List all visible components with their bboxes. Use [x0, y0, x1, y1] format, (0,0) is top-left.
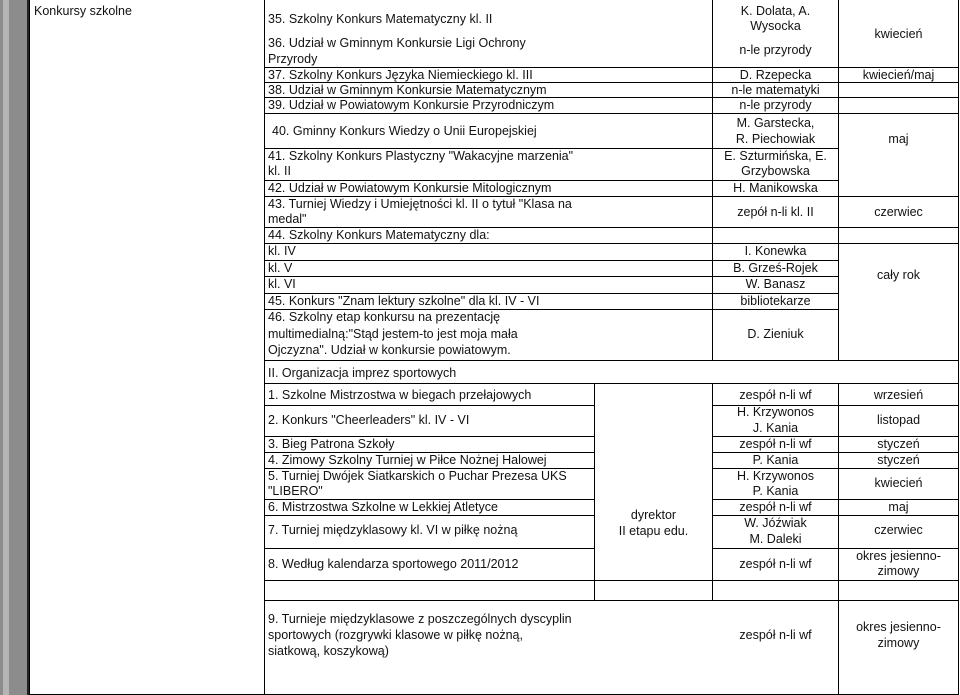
- sport-month-1: wrzesień: [873, 388, 924, 402]
- sport-resp-4: P. Kania: [752, 453, 799, 467]
- sport-resp-7b: M. Daleki: [749, 532, 802, 546]
- event-43a: 43. Turniej Wiedzy i Umiejętności kl. II o tytuł "Klasa na: [268, 197, 572, 211]
- event-36a: 36. Udział w Gminnym Konkursie Ligi Ochrony: [268, 36, 526, 50]
- event-46a: 46. Szkolny etap konkursu na prezentację: [268, 310, 501, 324]
- month-44-46: cały rok: [876, 268, 921, 282]
- sport-5a: 5. Turniej Dwójek Siatkarskich o Puchar Prezesa UKS: [268, 469, 567, 483]
- sport-resp-2b: J. Kania: [752, 421, 799, 435]
- sport-month-8a: okres jesienno-: [856, 549, 941, 563]
- sport-5b: "LIBERO": [268, 484, 323, 498]
- category-label: Konkursy szkolne: [34, 4, 132, 18]
- event-40: 40. Gminny Konkurs Wiedzy o Unii Europejskiej: [272, 124, 537, 138]
- sport-resp-8: zespół n-li wf: [739, 557, 812, 571]
- sport-resp-9: zespół n-li wf: [739, 628, 812, 642]
- resp-43: zepół n-li kl. II: [737, 205, 814, 219]
- resp-40a: M. Garstecka,: [736, 116, 815, 130]
- sport-resp-2a: H. Krzywonos: [736, 405, 815, 419]
- event-36b: Przyrody: [268, 52, 318, 66]
- sport-month-2: listopad: [876, 413, 921, 427]
- event-38: 38. Udział w Gminnym Konkursie Matematycznym: [268, 83, 547, 97]
- event-44-kl5: kl. V: [268, 261, 293, 275]
- month-37: kwiecień/maj: [862, 68, 935, 82]
- resp-39: n-le przyrody: [739, 98, 812, 112]
- event-43b: medal": [268, 212, 307, 226]
- event-44: 44. Szkolny Konkurs Matematyczny dla:: [268, 228, 490, 242]
- resp-36: n-le przyrody: [739, 43, 812, 57]
- sport-resp-3: zespół n-li wf: [739, 437, 812, 451]
- sport-resp-5b: P. Kania: [752, 484, 799, 498]
- sport-8: 8. Według kalendarza sportowego 2011/2012: [268, 557, 519, 571]
- resp-37: D. Rzepecka: [739, 68, 812, 82]
- resp-35a: K. Dolata, A.: [740, 4, 811, 18]
- sport-month-9a: okres jesienno-: [856, 620, 941, 634]
- event-46c: Ojczyzna". Udział w konkursie powiatowym.: [268, 343, 511, 357]
- resp-44-kl5: B. Grześ-Rojek: [733, 261, 818, 275]
- sport-9b: sportowych (rozgrywki klasowe w piłkę nożną,: [268, 628, 523, 642]
- resp-42: H. Manikowska: [733, 181, 818, 195]
- sport-resp-5a: H. Krzywonos: [736, 469, 815, 483]
- month-35-36: kwiecień: [874, 27, 923, 41]
- event-39: 39. Udział w Powiatowym Konkursie Przyrodniczym: [268, 98, 555, 112]
- event-42: 42. Udział w Powiatowym Konkursie Mitologicznym: [268, 181, 552, 195]
- sport-month-6: maj: [888, 500, 909, 514]
- resp-46: D. Zieniuk: [747, 327, 804, 341]
- resp-44-kl6: W. Banasz: [745, 277, 806, 291]
- event-41a: 41. Szkolny Konkurs Plastyczny "Wakacyjne marzenia": [268, 149, 574, 163]
- resp-41b: Grzybowska: [741, 164, 810, 178]
- resp-40b: R. Piechowiak: [735, 132, 816, 146]
- month-40-42: maj: [888, 132, 909, 146]
- sport-resp-6: zespół n-li wf: [739, 500, 812, 514]
- event-35: 35. Szkolny Konkurs Matematyczny kl. II: [268, 12, 493, 26]
- sport-1: 1. Szkolne Mistrzostwa w biegach przełajowych: [268, 388, 532, 402]
- coordinator-a: dyrektor: [630, 508, 677, 522]
- resp-35b: Wysocka: [750, 19, 801, 33]
- event-45: 45. Konkurs "Znam lektury szkolne" dla kl. IV - VI: [268, 294, 540, 308]
- event-46b: multimedialną:"Stąd jestem-to jest moja mała: [268, 327, 518, 341]
- sport-2: 2. Konkurs "Cheerleaders" kl. IV - VI: [268, 413, 470, 427]
- resp-38: n-le matematyki: [731, 83, 820, 97]
- event-44-kl4: kl. IV: [268, 244, 296, 258]
- sport-month-8b: zimowy: [877, 564, 920, 578]
- sport-9a: 9. Turnieje międzyklasowe z poszczególnych dyscyplin: [268, 612, 572, 626]
- event-44-kl6: kl. VI: [268, 277, 296, 291]
- left-margin-inner-bar: [3, 0, 9, 695]
- section2-title: II. Organizacja imprez sportowych: [268, 366, 457, 380]
- sport-7: 7. Turniej międzyklasowy kl. VI w piłkę nożną: [268, 523, 518, 537]
- sport-month-9b: zimowy: [877, 636, 920, 650]
- event-37: 37. Szkolny Konkurs Języka Niemieckiego kl. III: [268, 68, 533, 82]
- sport-3: 3. Bieg Patrona Szkoły: [268, 437, 395, 451]
- event-41b: kl. II: [268, 164, 291, 178]
- month-43: czerwiec: [874, 205, 923, 219]
- resp-45: bibliotekarze: [740, 294, 811, 308]
- sport-resp-7a: W. Jóźwiak: [744, 516, 807, 530]
- sport-month-4: styczeń: [877, 453, 920, 467]
- resp-44-kl4: I. Konewka: [744, 244, 807, 258]
- sport-9c: siatkową, koszykową): [268, 644, 389, 658]
- sport-resp-1: zespół n-li wf: [739, 388, 812, 402]
- sport-month-7: czerwiec: [874, 523, 923, 537]
- sport-month-3: styczeń: [877, 437, 920, 451]
- sport-4: 4. Zimowy Szkolny Turniej w Piłce Nożnej Halowej: [268, 453, 547, 467]
- resp-41a: E. Szturmińska, E.: [724, 149, 827, 163]
- sport-6: 6. Mistrzostwa Szkolne w Lekkiej Atletyce: [268, 500, 498, 514]
- sport-month-5: kwiecień: [874, 476, 923, 490]
- coordinator-b: II etapu edu.: [618, 524, 689, 538]
